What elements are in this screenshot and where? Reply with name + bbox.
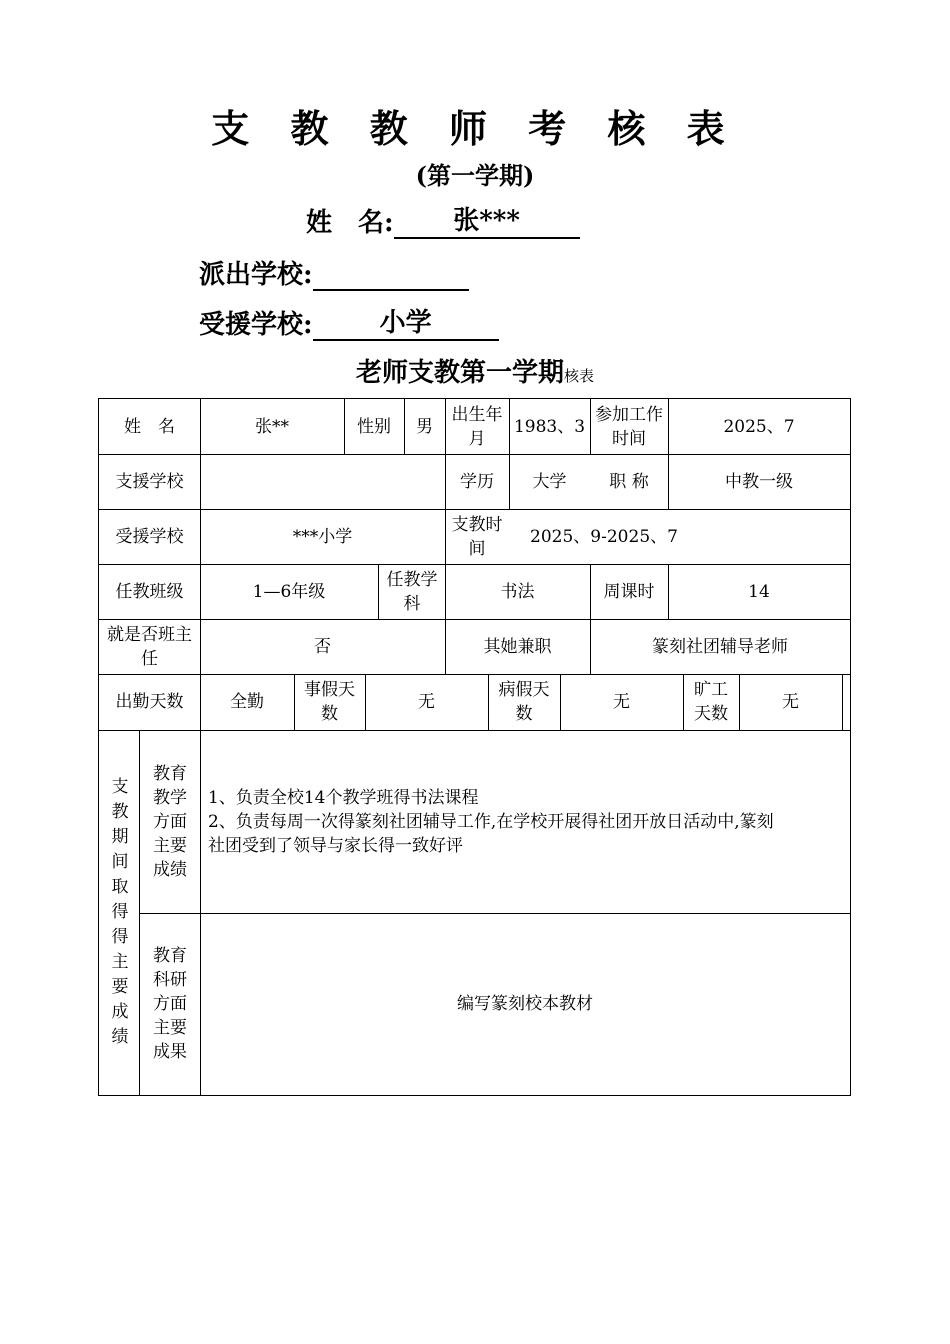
col-divider — [683, 674, 684, 730]
job-title-label-cell: 职 称 — [609, 471, 649, 492]
education-label-cell: 学历 — [460, 471, 494, 492]
name-field-label: 姓 名: — [306, 208, 394, 238]
teaching-achievement-line: 2、负责每周一次得篆刻社团辅导工作,在学校开展得社团开放日活动中,篆刻 — [208, 811, 774, 832]
semester-subtitle: (第一学期) — [415, 161, 535, 190]
receiving-school-label: 受援学校: — [199, 310, 313, 340]
receiving-school-value: 小学 — [313, 307, 499, 341]
receiving-school-field — [199, 304, 499, 341]
subject-label-cell: 任教学科 — [386, 569, 438, 614]
name-value-cell: 张** — [255, 416, 289, 437]
work-start-label-cell: 参加工作时间 — [595, 404, 663, 449]
personal-leave-value-cell: 无 — [418, 692, 435, 712]
teaching-achievements-label: 教育教学方面主要成绩 — [153, 763, 187, 880]
support-school-value-cell — [200, 454, 445, 509]
col-divider — [139, 730, 140, 1095]
gender-value-cell: 男 — [416, 416, 433, 437]
form-title — [0, 352, 950, 389]
other-duties-label-cell: 其她兼职 — [483, 636, 552, 657]
other-duties-value-cell: 篆刻社团辅导老师 — [652, 636, 788, 657]
form-title-small: 核表 — [564, 367, 595, 385]
dispatch-school-field — [199, 254, 469, 291]
col-divider — [488, 674, 489, 730]
col-divider — [842, 674, 843, 730]
class-value-cell: 1—6年级 — [252, 581, 326, 602]
dispatch-school-label: 派出学校: — [199, 260, 313, 290]
teaching-achievements-content — [200, 730, 850, 913]
personal-leave-label-cell: 事假天数 — [304, 680, 355, 724]
birth-value-cell: 1983、3 — [513, 416, 586, 437]
support-school-label-cell: 支援学校 — [115, 471, 184, 492]
dispatch-school-value — [313, 257, 469, 291]
absence-value-cell: 无 — [782, 692, 799, 712]
research-achievements-label: 教育科研方面主要成果 — [153, 946, 187, 1062]
absence-label-cell: 旷工天数 — [694, 680, 728, 724]
sick-leave-value-cell: 无 — [613, 692, 630, 712]
education-value-cell: 大学 — [532, 471, 567, 492]
birth-label-cell: 出生年月 — [451, 404, 503, 449]
research-achievements-content: 编写篆刻校本教材 — [457, 994, 593, 1014]
name-field — [306, 202, 580, 239]
page-title: 支 教 教 师 考 核 表 — [211, 106, 739, 151]
form-title-main: 老师支教第一学期 — [355, 358, 564, 388]
weekly-hours-value-cell: 14 — [748, 581, 770, 602]
work-start-value-cell: 2025、7 — [723, 416, 795, 437]
name-field-value: 张*** — [394, 205, 580, 239]
attendance-value-cell: 全勤 — [230, 692, 264, 712]
subject-value-cell: 书法 — [500, 581, 535, 602]
teaching-period-value-cell: 2025、9-2025、7 — [530, 526, 678, 547]
sick-leave-label-cell: 病假天数 — [498, 680, 550, 724]
attendance-label-cell: 出勤天数 — [115, 692, 184, 712]
class-label-cell: 任教班级 — [115, 581, 184, 602]
head-teacher-label-cell: 就是否班主任 — [107, 624, 192, 669]
head-teacher-value-cell: 否 — [314, 636, 331, 657]
job-title-value-cell: 中教一级 — [725, 471, 793, 492]
achievements-section-label: 支教期间取得得主要成绩 — [111, 777, 129, 1047]
assessment-table — [98, 398, 851, 1096]
receiving-school-value-cell: ***小学 — [292, 526, 353, 547]
gender-label-cell: 性别 — [357, 416, 391, 437]
col-divider — [590, 399, 591, 454]
name-label-cell: 姓 名 — [124, 416, 175, 437]
receiving-school-label-cell: 受援学校 — [115, 526, 184, 547]
teaching-period-label-cell: 支教时间 — [451, 514, 503, 559]
weekly-hours-label-cell: 周课时 — [603, 581, 655, 602]
teaching-achievement-line: 社团受到了领导与家长得一致好评 — [208, 835, 463, 856]
col-divider — [378, 564, 379, 619]
col-divider — [294, 674, 295, 730]
teaching-achievement-line: 1、负责全校14个教学班得书法课程 — [208, 787, 479, 808]
